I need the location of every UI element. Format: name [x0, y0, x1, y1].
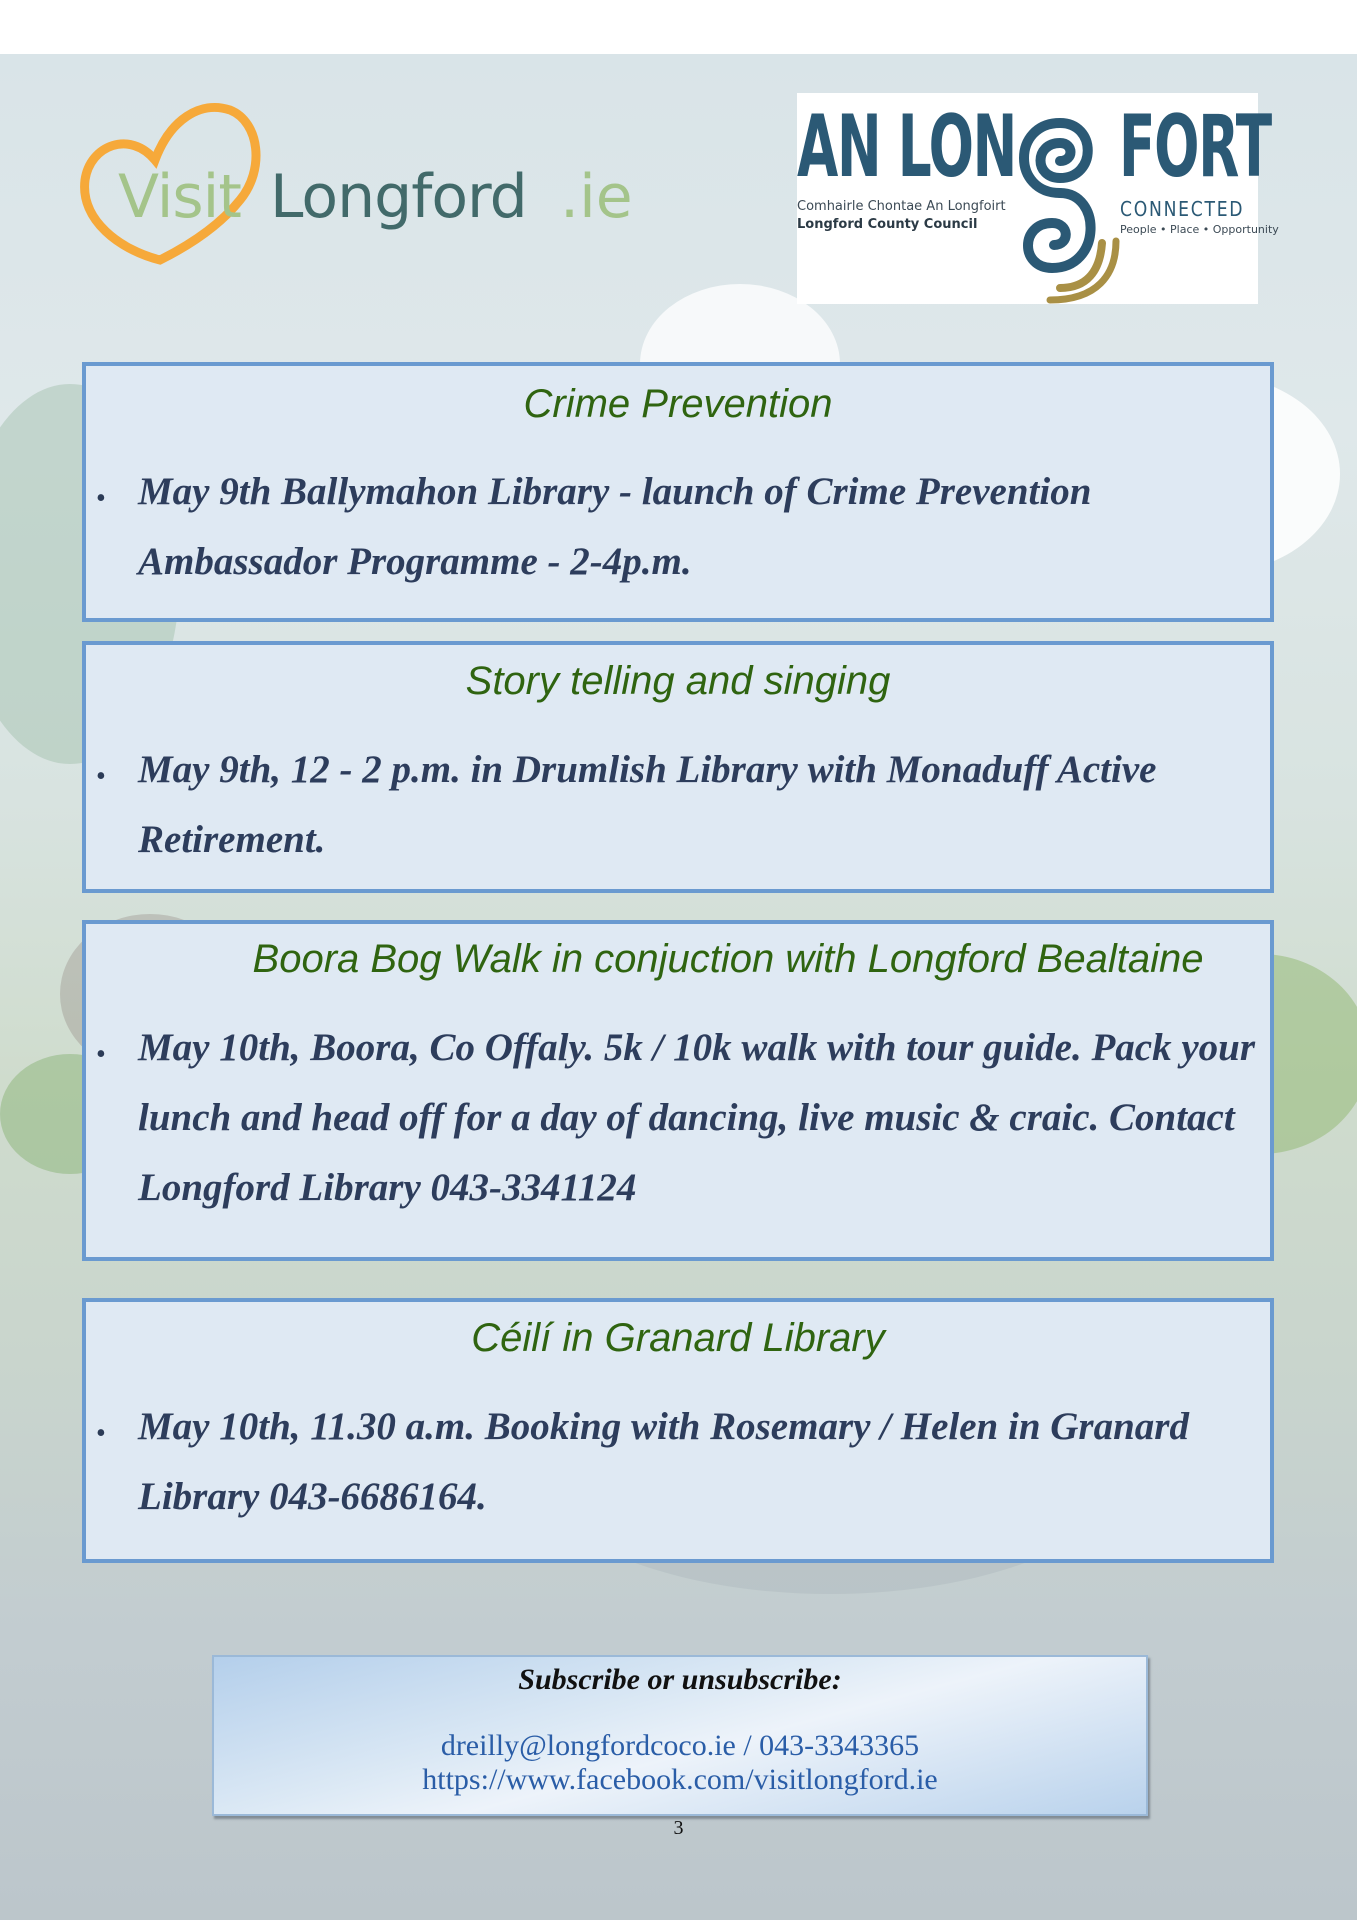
event-title: Crime Prevention [523, 382, 833, 426]
spiral-icon [992, 93, 1122, 304]
event-box-story-telling [82, 641, 1274, 893]
logo-text-ie: .ie [560, 162, 633, 232]
bullet-icon: • [96, 761, 106, 792]
page-number: 3 [673, 1817, 684, 1839]
event-box-ceili-granard [82, 1298, 1274, 1563]
logo-text-longford: Longford [270, 162, 527, 232]
event-box-boora-bog-walk [82, 920, 1274, 1261]
event-title: Boora Bog Walk in conjuction with Longford Bealtaine [252, 937, 1204, 981]
facebook-link[interactable]: https://www.facebook.com/visitlongford.ie [422, 1763, 938, 1796]
event-title: Céilí in Granard Library [471, 1316, 885, 1360]
logo-word-right: FORT [1119, 97, 1271, 197]
event-description: May 10th, 11.30 a.m. Booking with Rosemary / Helen in Granard Library 043-6686164. [138, 1405, 1189, 1518]
subscribe-title: Subscribe or unsubscribe: [518, 1663, 842, 1696]
subscribe-email-link[interactable]: dreilly@longfordcoco.ie / 043-3343365 [440, 1729, 920, 1762]
logo-irish-name: Comhairle Chontae An Longfoirt [797, 199, 1006, 214]
bullet-icon: • [96, 483, 106, 514]
bullet-icon: • [96, 1418, 106, 1449]
bullet-icon: • [96, 1039, 106, 1070]
logo-tagline: People • Place • Opportunity [1120, 223, 1279, 236]
visit-longford-logo [80, 100, 650, 270]
event-box-crime-prevention [82, 362, 1274, 622]
logo-english-name: Longford County Council [797, 217, 978, 232]
event-title: Story telling and singing [465, 659, 891, 703]
event-description: May 9th, 12 - 2 p.m. in Drumlish Library with Monaduff Active Retirement. [138, 748, 1157, 861]
longford-county-council-logo [797, 93, 1279, 304]
subscribe-box [212, 1655, 1148, 1816]
logo-text-visit: Visit [118, 162, 241, 232]
event-description: May 10th, Boora, Co Offaly. 5k / 10k walk with tour guide. Pack your lunch and head off for a day of dancing, live music & craic. Contact Longford Library 043-3341124 [138, 1026, 1256, 1209]
event-description: May 9th Ballymahon Library - launch of Crime Prevention Ambassador Programme - 2-4p.m. [138, 470, 1092, 583]
logo-word-left: AN LON [797, 97, 1017, 197]
logo-connected: CONNECTED [1120, 197, 1245, 221]
